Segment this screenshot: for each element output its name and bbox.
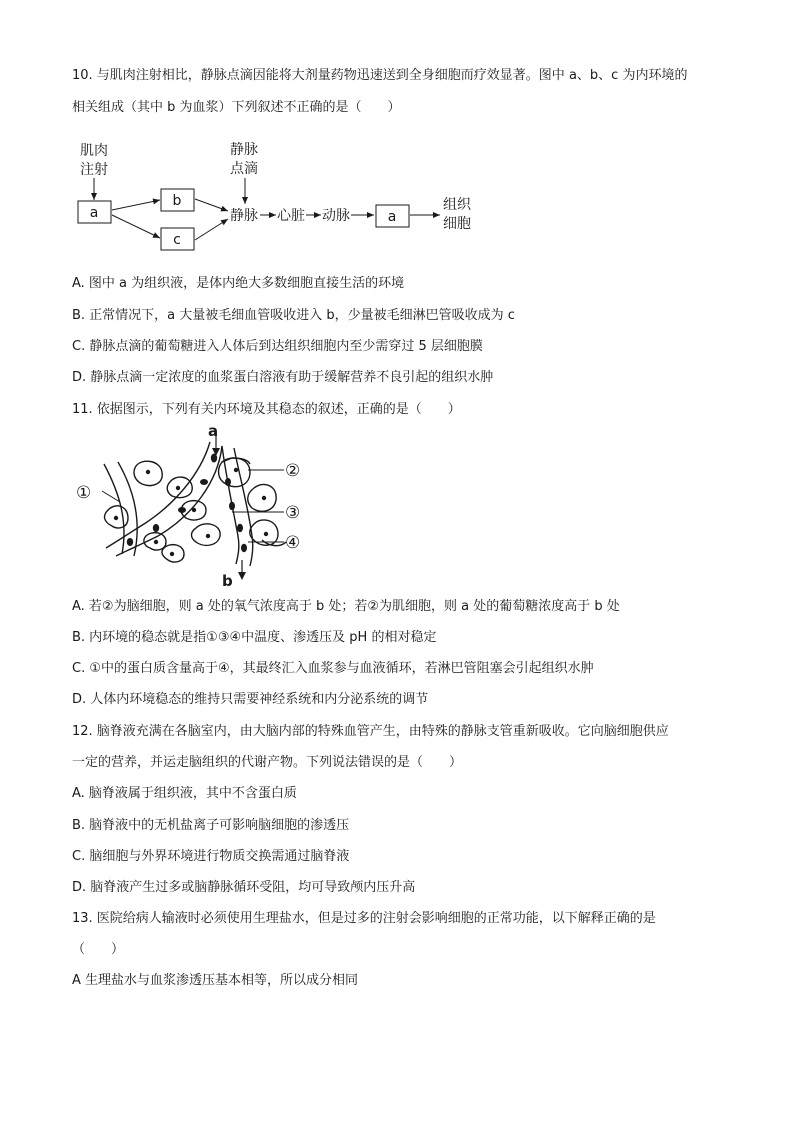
label-b: b: [222, 572, 233, 589]
q10-stem-line1: 10. 与肌肉注射相比，静脉点滴因能将大剂量药物迅速送到全身细胞而疗效显著。图中 a、b、c 为内环境的: [72, 68, 688, 83]
q10-stem-line2: 相关组成（其中 b 为血浆）下列叙述不正确的是（ ）: [72, 100, 401, 115]
q11-option-a: A. 若②为脑细胞，则 a 处的氧气浓度高于 b 处；若②为肌细胞，则 a 处的葡萄糖浓度高于 b 处: [72, 599, 620, 614]
q11-option-b: B. 内环境的稳态就是指①③④中温度、渗透压及 pH 的相对稳定: [72, 630, 437, 645]
q10-option-c: C. 静脉点滴的葡萄糖进入人体后到达组织细胞内至少需穿过 5 层细胞膜: [72, 339, 483, 354]
arrow-c-to-vein: [195, 219, 228, 240]
label-4: ④: [285, 533, 301, 553]
q12-option-d: D. 脑脊液产生过多或脑静脉循环受阻，均可导致颅内压升高: [72, 880, 416, 895]
label-a: a: [208, 424, 219, 440]
box-a-left-label: a: [89, 205, 99, 221]
q10-option-d: D. 静脉点滴一定浓度的血浆蛋白溶液有助于缓解营养不良引起的组织水肿: [72, 370, 494, 385]
arrow-b-to-vein: [195, 199, 228, 211]
flow-out-arrowhead: [238, 572, 246, 580]
arrow-a-to-c: [112, 215, 160, 238]
box-a-right-label: a: [387, 209, 397, 225]
label-2: ②: [285, 461, 301, 481]
muscle-label-2: 注射: [80, 162, 108, 178]
muscle-label-1: 肌肉: [80, 143, 108, 159]
q12-option-b: B. 脑脊液中的无机盐离子可影响脑细胞的渗透压: [72, 818, 350, 833]
q13-option-a: A 生理盐水与血浆渗透压基本相等，所以成分相同: [72, 973, 359, 988]
artery-label: 动脉: [322, 208, 350, 224]
q11-option-c: C. ①中的蛋白质含量高于④，其最终汇入血浆参与血液循环，若淋巴管阻塞会引起组织水肿: [72, 661, 594, 676]
q13-stem-line1: 13. 医院给病人输液时必须使用生理盐水，但是过多的注射会影响细胞的正常功能，以下解释正确的是: [72, 911, 656, 926]
iv-drip-label-1: 静脉: [230, 142, 258, 158]
tissue-cell-label-1: 组织: [443, 197, 471, 213]
tissue-cell-label-2: 细胞: [443, 216, 471, 232]
q11-option-d: D. 人体内环境稳态的维持只需要神经系统和内分泌系统的调节: [72, 692, 429, 707]
q12-stem-line1: 12. 脑脊液充满在各脑室内，由大脑内部的特殊血管产生，由特殊的静脉支管重新吸收。它向脑细胞供应: [72, 724, 669, 739]
iv-drip-label-2: 点滴: [230, 161, 258, 177]
heart-label: 心脏: [277, 208, 305, 224]
q12-option-a: A. 脑脊液属于组织液，其中不含蛋白质: [72, 786, 297, 801]
q12-option-c: C. 脑细胞与外界环境进行物质交换需通过脑脊液: [72, 849, 350, 864]
label-1: ①: [76, 483, 92, 503]
q10-flow-diagram: [70, 138, 490, 260]
q12-stem-line2: 一定的营养，并运走脑组织的代谢产物。下列说法错误的是（ ）: [72, 755, 463, 770]
q13-stem-line2: （ ）: [72, 942, 125, 957]
q11-tissue-diagram: [72, 424, 312, 589]
vein-label: 静脉: [230, 208, 258, 224]
arrow-a-to-b: [112, 200, 160, 210]
box-b-label: b: [172, 193, 182, 209]
box-c-label: c: [173, 232, 181, 248]
q10-option-a: A. 图中 a 为组织液，是体内绝大多数细胞直接生活的环境: [72, 276, 405, 291]
q10-option-b: B. 正常情况下，a 大量被毛细血管吸收进入 b，少量被毛细淋巴管吸收成为 c: [72, 308, 515, 323]
label-3: ③: [285, 503, 301, 523]
q11-stem: 11. 依据图示，下列有关内环境及其稳态的叙述，正确的是（ ）: [72, 402, 461, 417]
